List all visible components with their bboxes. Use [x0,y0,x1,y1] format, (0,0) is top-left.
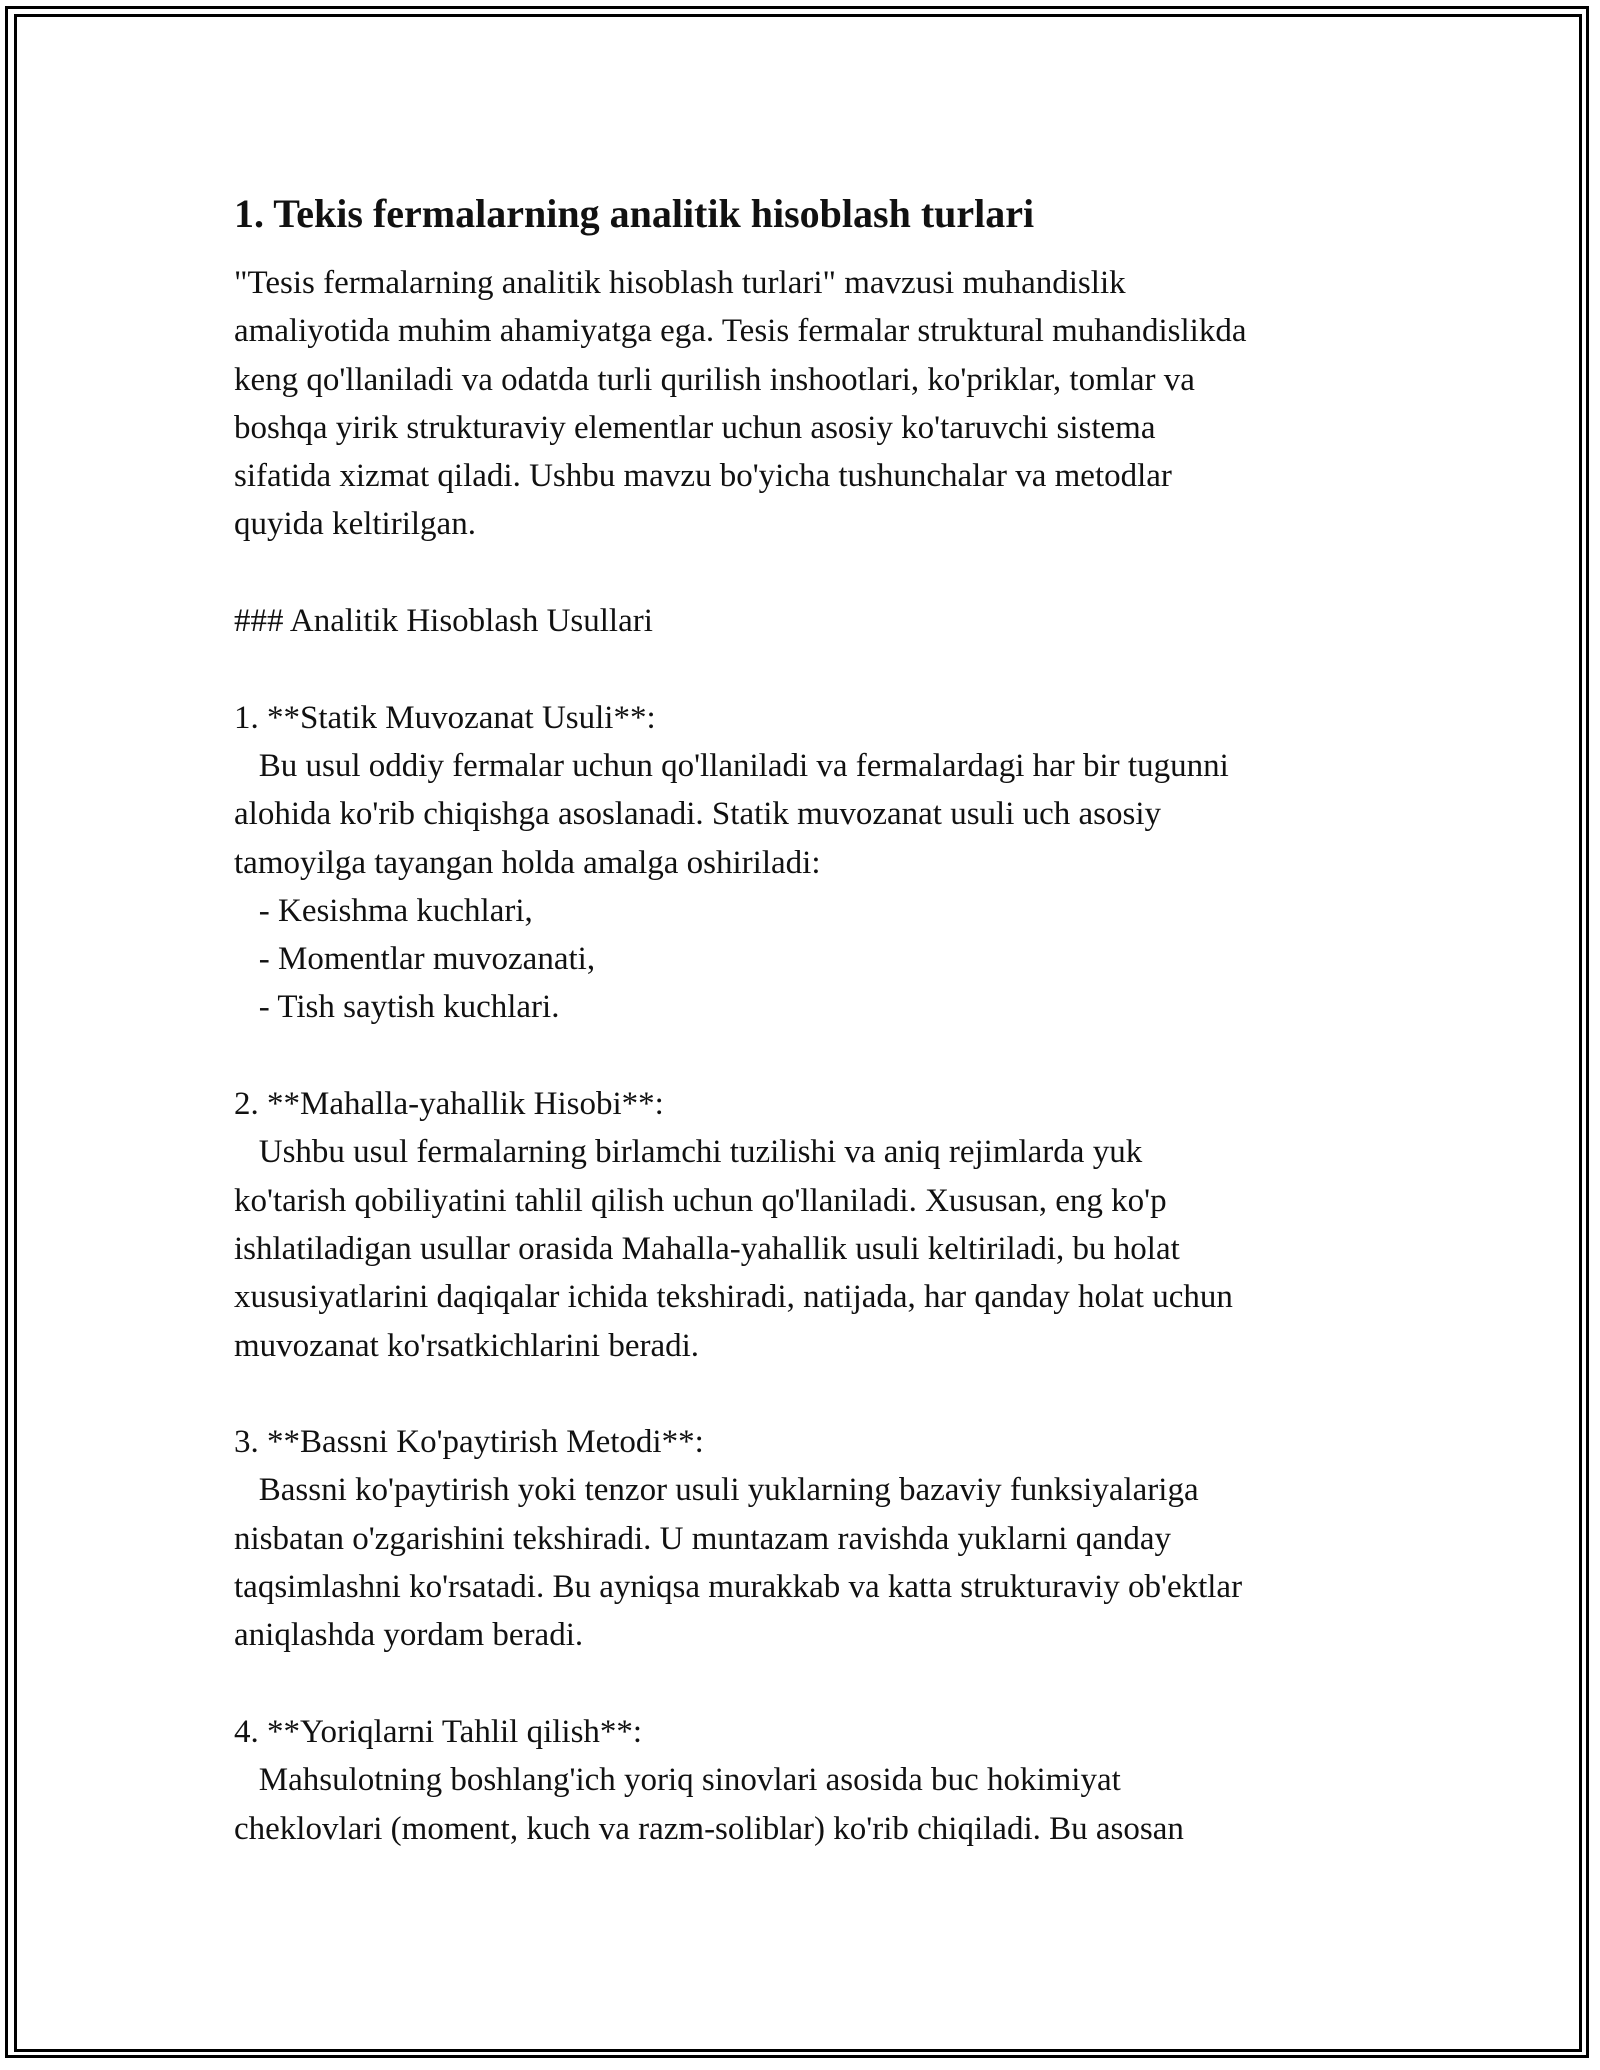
method-heading: 1. **Statik Muvozanat Usuli**: [234,699,656,736]
method-heading: 2. **Mahalla-yahallik Hisobi**: [234,1086,664,1123]
method-line: aniqlashda yordam beradi. [234,1617,584,1654]
method-line: muvozanat ko'rsatkichlarini beradi. [234,1327,700,1364]
method-line: Mahsulotning boshlang'ich yoriq sinovlari asosida buc hokimiyat [234,1762,1121,1799]
method-line: taqsimlashni ko'rsatadi. Bu ayniqsa murakkab va katta strukturaviy ob'ektlar [234,1569,1243,1606]
method-line: tamoyilga tayangan holda amalga oshiriladi: [234,844,821,881]
intro-line: quyida keltirilgan. [234,506,476,543]
intro-line: amaliyotida muhim ahamiyatga ega. Tesis fermalar struktural muhandislikda [234,313,1247,350]
spacer [234,1370,1384,1418]
method-item-1 [234,694,1384,1032]
method-line: ko'tarish qobiliyatini tahlil qilish uchun qo'llaniladi. Xususan, eng ko'p [234,1182,1167,1219]
intro-paragraph [234,259,1384,549]
section-heading: ### Analitik Hisoblash Usullari [234,603,653,640]
intro-line: boshqa yirik strukturaviy elementlar uchun asosiy ko'taruvchi sistema [234,409,1156,446]
method-line: cheklovlari (moment, kuch va razm-soliblar) ko'rib chiqiladi. Bu asosan [234,1810,1184,1847]
intro-line: sifatida xizmat qiladi. Ushbu mavzu bo'yicha tushunchalar va metodlar [234,458,1172,495]
method-line: Ushbu usul fermalarning birlamchi tuzilishi va aniq rejimlarda yuk [234,1134,1143,1171]
spacer [234,1032,1384,1080]
method-line: nisbatan o'zgarishini tekshiradi. U muntazam ravishda yuklarni qanday [234,1520,1172,1557]
method-bullet: - Tish saytish kuchlari. [234,989,560,1026]
method-line: Bu usul oddiy fermalar uchun qo'llaniladi va fermalardagi har bir tugunni [234,747,1229,784]
document-title: 1. Tekis fermalarning analitik hisoblash turlari [234,191,1035,236]
method-bullet: - Momentlar muvozanati, [234,941,596,978]
method-heading: 4. **Yoriqlarni Tahlil qilish**: [234,1713,643,1750]
intro-line: "Tesis fermalarning analitik hisoblash turlari" mavzusi muhandislik [234,265,1126,301]
method-item-3 [234,1418,1384,1659]
spacer [234,549,1384,597]
method-item-4 [234,1708,1384,1853]
method-line: ishlatiladigan usullar orasida Mahalla-yahallik usuli keltiriladi, bu holat [234,1230,1180,1267]
method-item-2 [234,1080,1384,1370]
method-bullet: - Kesishma kuchlari, [234,892,533,929]
document-body [234,186,1384,1853]
spacer [234,1660,1384,1708]
method-heading: 3. **Bassni Ko'paytirish Metodi**: [234,1424,704,1461]
intro-line: keng qo'llaniladi va odatda turli qurilish inshootlari, ko'priklar, tomlar va [234,361,1195,398]
method-line: Bassni ko'paytirish yoki tenzor usuli yuklarning bazaviy funksiyalariga [234,1472,1199,1509]
method-line: xususiyatlarini daqiqalar ichida tekshiradi, natijada, har qanday holat uchun [234,1279,1233,1316]
spacer [234,645,1384,693]
method-line: alohida ko'rib chiqishga asoslanadi. Statik muvozanat usuli uch asosiy [234,796,1162,833]
